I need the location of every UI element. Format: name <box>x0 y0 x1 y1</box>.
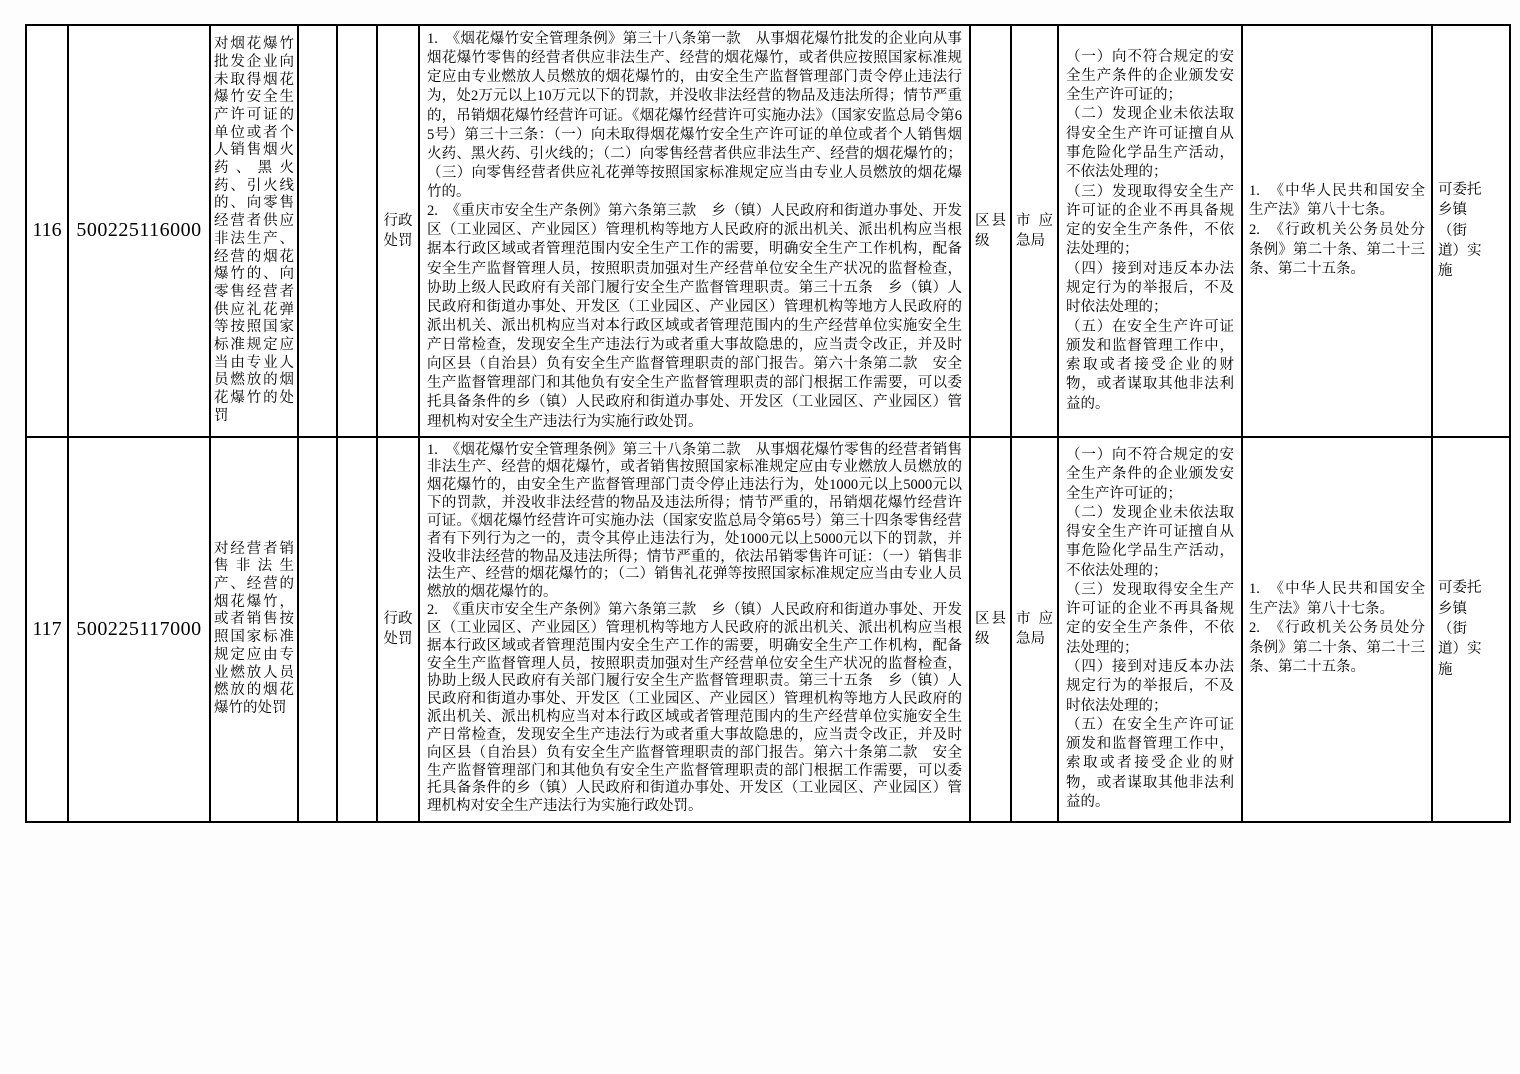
accountability-basis-paragraph: 1. 《中华人民共和国安全生产法》第八十七条。 <box>1249 581 1425 617</box>
accountability-basis-paragraph: 1. 《中华人民共和国安全生产法》第八十七条。 <box>1249 182 1425 219</box>
penalty-type-cell: 行政处罚 <box>377 25 419 437</box>
empty-cell <box>298 437 337 822</box>
item-name-cell: 对经营者销售非法生产、经营的烟花爆竹，或者销售按照国家标准规定应由专业燃放人员燃放的烟花爆竹的处罚 <box>210 437 298 822</box>
penalty-type-cell: 行政处罚 <box>377 437 419 822</box>
accountability-item: （四）接到对违反本办法规定行为的举报后，不及时依法处理的； <box>1066 659 1234 714</box>
accountability-basis-paragraph: 2. 《行政机关公务员处分条例》第二十条、第二十三条、第二十五条。 <box>1249 222 1425 278</box>
row-number-cell: 116 <box>26 25 68 437</box>
exercise-level-cell: 区县级 <box>970 25 1011 437</box>
accountability-basis-cell <box>1242 25 1432 437</box>
remark-line: 可委托 <box>1438 182 1482 199</box>
remark-line: （街 <box>1438 620 1467 637</box>
table-row-116 <box>26 25 1510 437</box>
legal-basis-cell <box>419 437 970 822</box>
exercise-level-cell: 区县级 <box>970 437 1011 822</box>
accountability-items-cell <box>1058 25 1242 437</box>
accountability-item: （二）发现企业未依法取得安全生产许可证擅自从事危险化学品生产活动，不依法处理的； <box>1066 504 1234 579</box>
remark-cell <box>1432 437 1510 822</box>
item-code-cell: 500225117000 <box>68 437 210 822</box>
table-row-117 <box>26 437 1510 822</box>
accountability-basis-cell <box>1242 437 1432 822</box>
accountability-item: （三）发现取得安全生产许可证的企业不再具备规定的安全生产条件，不依法处理的； <box>1066 183 1234 258</box>
remark-line: 乡镇 <box>1438 600 1467 617</box>
item-code-cell: 500225116000 <box>68 25 210 437</box>
legal-basis-paragraph: 1. 《烟花爆竹安全管理条例》第三十八条第二款 从事烟花爆竹零售的经营者销售非法生产、经营的烟花爆竹，或者销售按照国家标准规定应由专业燃放人员燃放的烟花爆竹的，由安全生产监督管理部门责令停止违法行为，处1000元以上5000元以下的罚款，并没收非法经营的物品及违法所得；情节严重的，吊销烟花爆竹经营许可证。《烟花爆竹经营许可实施办法（国家安监总局令第65号）第三十四条零售经营者有下列行为之一的，责令其停止违法行为，处1000元以上5000元以下的罚款，并没收非法经营的物品及违法所得；情节严重的，依法吊销零售许可证：（一）销售非法生产、经营的烟花爆竹的；（二）销售礼花弹等按照国家标准规定应当由专业人员燃放的烟花爆竹的。 <box>427 441 962 601</box>
accountability-item: （一）向不符合规定的安全生产条件的企业颁发安全生产许可证的； <box>1066 48 1234 104</box>
remark-cell <box>1432 25 1510 437</box>
remark-line: 道）实 <box>1438 641 1482 658</box>
remark-line: 道）实 <box>1438 242 1482 259</box>
accountability-item: （四）接到对违反本办法规定行为的举报后，不及时依法处理的； <box>1066 260 1234 316</box>
accountability-item: （二）发现企业未依法取得安全生产许可证擅自从事危险化学品生产活动，不依法处理的； <box>1066 106 1234 181</box>
accountability-item: （三）发现取得安全生产许可证的企业不再具备规定的安全生产条件，不依法处理的； <box>1066 581 1234 656</box>
legal-basis-paragraph: 2. 《重庆市安全生产条例》第六条第三款 乡（镇）人民政府和街道办事处、开发区（工业园区、产业园区）管理机构等地方人民政府的派出机关、派出机构应当根据本行政区域或者管理范围内安全生产工作的需要，明确安全生产工作机构，配备安全生产监督管理人员，按照职责加强对生产经营单位安全生产状况的监督检查，协助上级人民政府有关部门履行安全生产监督管理职责。第三十五条 乡（镇）人民政府和街道办事处、开发区（工业园区、产业园区）管理机构等地方人民政府的派出机关、派出机构应当对本行政区域或者管理范围内的生产经营单位实施安全生产日常检查，发现安全生产违法行为或者重大事故隐患的，应当责令改正，并及时向区县（自治县）负有安全生产监督管理职责的部门报告。第六十条第二款 安全生产监督管理部门和其他负有安全生产监督管理职责的部门根据工作需要，可以委托具备条件的乡（镇）人民政府和街道办事处、开发区（工业园区、产业园区）管理机构对安全生产违法行为实施行政处罚。 <box>427 602 962 815</box>
accountability-item: （五）在安全生产许可证颁发和监督管理工作中，索取或者接受企业的财物，或者谋取其他非法利益的。 <box>1066 318 1234 412</box>
empty-cell <box>337 437 377 822</box>
accountability-item: （五）在安全生产许可证颁发和监督管理工作中，索取或者接受企业的财物，或者谋取其他非法利益的。 <box>1066 716 1234 811</box>
remark-line: （街 <box>1438 222 1467 239</box>
empty-cell <box>337 25 377 437</box>
department-cell: 市应急局 <box>1011 437 1058 822</box>
remark-line: 施 <box>1438 263 1453 280</box>
row-number-cell: 117 <box>26 437 68 822</box>
remark-line: 乡镇 <box>1438 202 1467 219</box>
power-duty-table <box>25 24 1511 823</box>
accountability-item: （一）向不符合规定的安全生产条件的企业颁发安全生产许可证的； <box>1066 446 1234 502</box>
department-cell: 市应急局 <box>1011 25 1058 437</box>
legal-basis-paragraph: 1. 《烟花爆竹安全管理条例》第三十八条第一款 从事烟花爆竹批发的企业向从事烟花爆竹零售的经营者供应非法生产、经营的烟花爆竹，或者供应按照国家标准规定应由专业燃放人员燃放的烟花爆竹的，由安全生产监督管理部门责令停止违法行为，处2万元以上10万元以下的罚款，并没收非法经营的物品及违法所得；情节严重的，吊销烟花爆竹经营许可证。《烟花爆竹经营许可实施办法》（国家安监总局令第65号）第三十三条：（一）向未取得烟花爆竹安全生产许可证的单位或者个人销售烟火药、黑火药、引火线的；（二）向零售经营者供应非法生产、经营的烟花爆竹的；（三）向零售经营者供应礼花弹等按照国家标准规定应当由专业人员燃放的烟花爆竹的。 <box>427 31 962 200</box>
remark-line: 可委托 <box>1438 580 1482 597</box>
empty-cell <box>298 25 337 437</box>
legal-basis-cell <box>419 25 970 437</box>
item-name-cell: 对烟花爆竹批发企业向未取得烟花爆竹安全生产许可证的单位或者个人销售烟火药、黑火药、引火线的、向零售经营者供应非法生产、经营的烟花爆竹的、向零售经营者供应礼花弹等按照国家标准规定应当由专业人员燃放的烟花爆竹的处罚 <box>210 25 298 437</box>
legal-basis-paragraph: 2. 《重庆市安全生产条例》第六条第三款 乡（镇）人民政府和街道办事处、开发区（工业园区、产业园区）管理机构等地方人民政府的派出机关、派出机构应当根据本行政区域或者管理范围内安全生产工作的需要，明确安全生产工作机构，配备安全生产监督管理人员，按照职责加强对生产经营单位安全生产状况的监督检查，协助上级人民政府有关部门履行安全生产监督管理职责。第三十五条 乡（镇）人民政府和街道办事处、开发区（工业园区、产业园区）管理机构等地方人民政府的派出机关、派出机构应当对本行政区域或者管理范围内的生产经营单位实施安全生产日常检查，发现安全生产违法行为或者重大事故隐患的，应当责令改正，并及时向区县（自治县）负有安全生产监督管理职责的部门报告。第六十条第二款 安全生产监督管理部门和其他负有安全生产监督管理职责的部门根据工作需要，可以委托具备条件的乡（镇）人民政府和街道办事处、开发区（工业园区、产业园区）管理机构对安全生产违法行为实施行政处罚。 <box>427 203 962 430</box>
remark-line: 施 <box>1438 661 1453 678</box>
accountability-items-cell <box>1058 437 1242 822</box>
accountability-basis-paragraph: 2. 《行政机关公务员处分条例》第二十条、第二十三条、第二十五条。 <box>1249 620 1425 676</box>
